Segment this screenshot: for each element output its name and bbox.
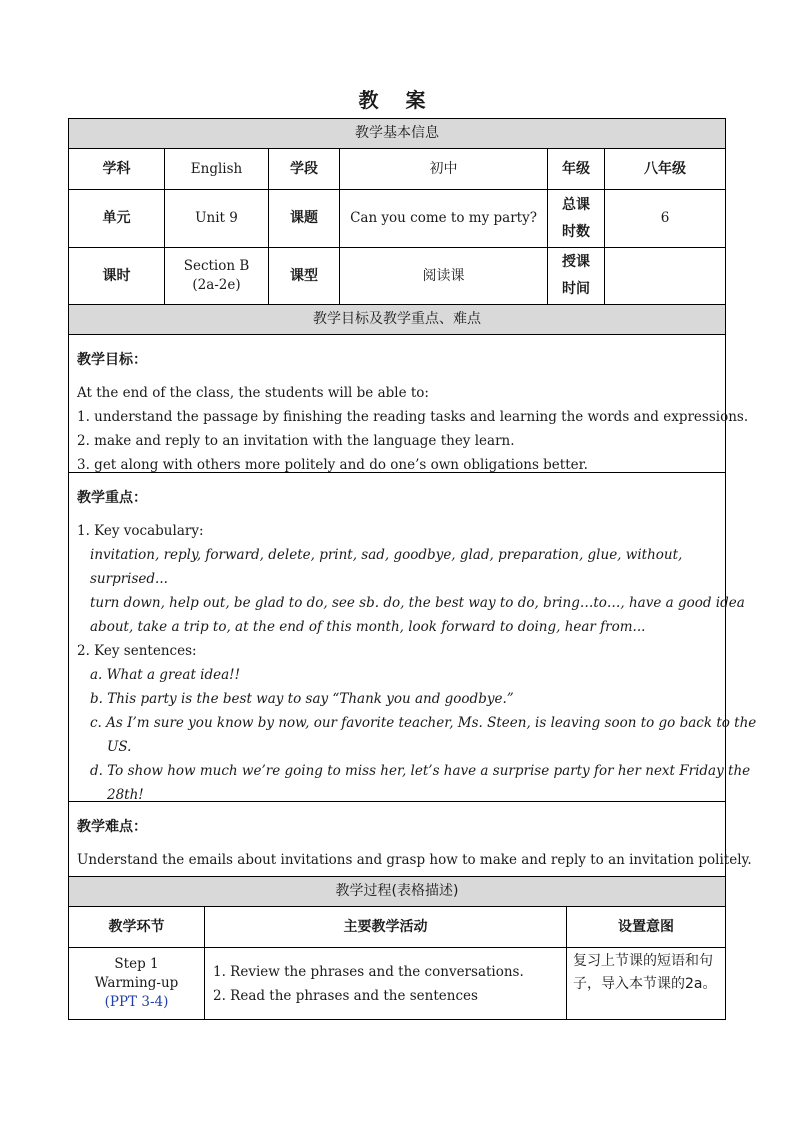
vocab-line: turn down, help out, be glad to do, see sb. do, the best way to do, bring…to…, have a good idea bbox=[90, 595, 745, 611]
subject-value: English bbox=[165, 149, 269, 190]
vocab-line: about, take a trip to, at the end of this month, look forward to doing, hear from... bbox=[90, 619, 646, 635]
total-hours-label bbox=[548, 190, 605, 248]
teaching-time-label bbox=[548, 248, 605, 305]
objective-line: 1. understand the passage by finishing the reading tasks and learning the words and expressions. bbox=[77, 409, 749, 425]
type-label: 课型 bbox=[269, 248, 340, 305]
difficulties-block bbox=[69, 802, 752, 877]
activity-item: 2. Read the phrases and the sentences bbox=[213, 988, 478, 1004]
key-points-heading: 教学重点： bbox=[77, 490, 147, 506]
key-sentence: 28th! bbox=[107, 787, 144, 803]
stage-label: 学段 bbox=[269, 149, 340, 190]
key-sentence: c. As I’m sure you know by now, our favorite teacher, Ms. Steen, is leaving soon to go back to the bbox=[90, 715, 757, 731]
sentences-title: 2. Key sentences: bbox=[77, 643, 197, 659]
step-ppt: (PPT 3-4) bbox=[104, 994, 169, 1010]
key-sentence: US. bbox=[107, 739, 132, 755]
grade-label: 年级 bbox=[548, 149, 605, 190]
vocab-line: invitation, reply, forward, delete, print, sad, goodbye, glad, preparation, glue, without, bbox=[90, 547, 683, 563]
key-sentence: d. To show how much we’re going to miss her, let’s have a surprise party for her next Friday the bbox=[90, 763, 751, 779]
key-sentence: b. This party is the best way to say “Thank you and goodbye.” bbox=[90, 691, 514, 707]
period-value bbox=[165, 248, 269, 305]
total-hours-value: 6 bbox=[605, 190, 725, 248]
subject-label: 学科 bbox=[69, 149, 165, 190]
key-points-block bbox=[69, 473, 757, 803]
period-value-line2: (2a-2e) bbox=[192, 277, 241, 293]
unit-value: Unit 9 bbox=[165, 190, 269, 248]
basic-info-header: 教学基本信息 bbox=[69, 119, 725, 149]
col-stage-header: 教学环节 bbox=[69, 907, 205, 948]
activity-item: 1. Review the phrases and the conversations. bbox=[213, 964, 524, 980]
type-value: 阅读课 bbox=[340, 248, 548, 305]
objective-line: 2. make and reply to an invitation with the language they learn. bbox=[77, 433, 515, 449]
page-title: 教 案 bbox=[358, 88, 436, 112]
period-value-line1: Section B bbox=[183, 258, 250, 274]
step-name: Warming-up bbox=[94, 975, 179, 991]
period-label: 课时 bbox=[69, 248, 165, 305]
goals-header: 教学目标及教学重点、难点 bbox=[69, 305, 725, 335]
step-number: Step 1 bbox=[114, 956, 159, 972]
key-sentence: a. What a great idea!! bbox=[90, 667, 241, 683]
total-hours-label-line2: 时数 bbox=[562, 223, 590, 240]
lesson-plan-table bbox=[68, 118, 757, 1020]
difficulty-line: Understand the emails about invitations and grasp how to make and reply to an invitation politely. bbox=[77, 852, 752, 868]
difficulties-heading: 教学难点： bbox=[77, 819, 147, 835]
total-hours-label-line1: 总课 bbox=[562, 196, 590, 213]
activities-cell bbox=[205, 948, 567, 1019]
objectives-heading: 教学目标： bbox=[77, 352, 147, 368]
stage-value: 初中 bbox=[340, 149, 548, 190]
vocab-line: surprised... bbox=[90, 571, 168, 587]
objectives-block bbox=[69, 335, 749, 473]
unit-label: 单元 bbox=[69, 190, 165, 248]
intent-cell: 复习上节课的短语和句子，导入本节课的2a。 bbox=[573, 953, 717, 992]
col-activities-header: 主要教学活动 bbox=[205, 907, 567, 948]
process-header: 教学过程(表格描述) bbox=[69, 877, 725, 907]
teaching-time-label-line2: 时间 bbox=[562, 281, 590, 297]
topic-value: Can you come to my party? bbox=[340, 190, 548, 248]
teaching-time-value bbox=[605, 248, 725, 305]
topic-label: 课题 bbox=[269, 190, 340, 248]
objective-line: At the end of the class, the students will be able to: bbox=[77, 385, 429, 401]
teaching-time-label-line1: 授课 bbox=[562, 254, 590, 270]
grade-value: 八年级 bbox=[605, 149, 725, 190]
step-cell bbox=[69, 948, 205, 1019]
col-intent-header: 设置意图 bbox=[567, 907, 725, 948]
objective-line: 3. get along with others more politely and do one’s own obligations better. bbox=[77, 457, 588, 473]
vocab-title: 1. Key vocabulary: bbox=[77, 523, 204, 539]
